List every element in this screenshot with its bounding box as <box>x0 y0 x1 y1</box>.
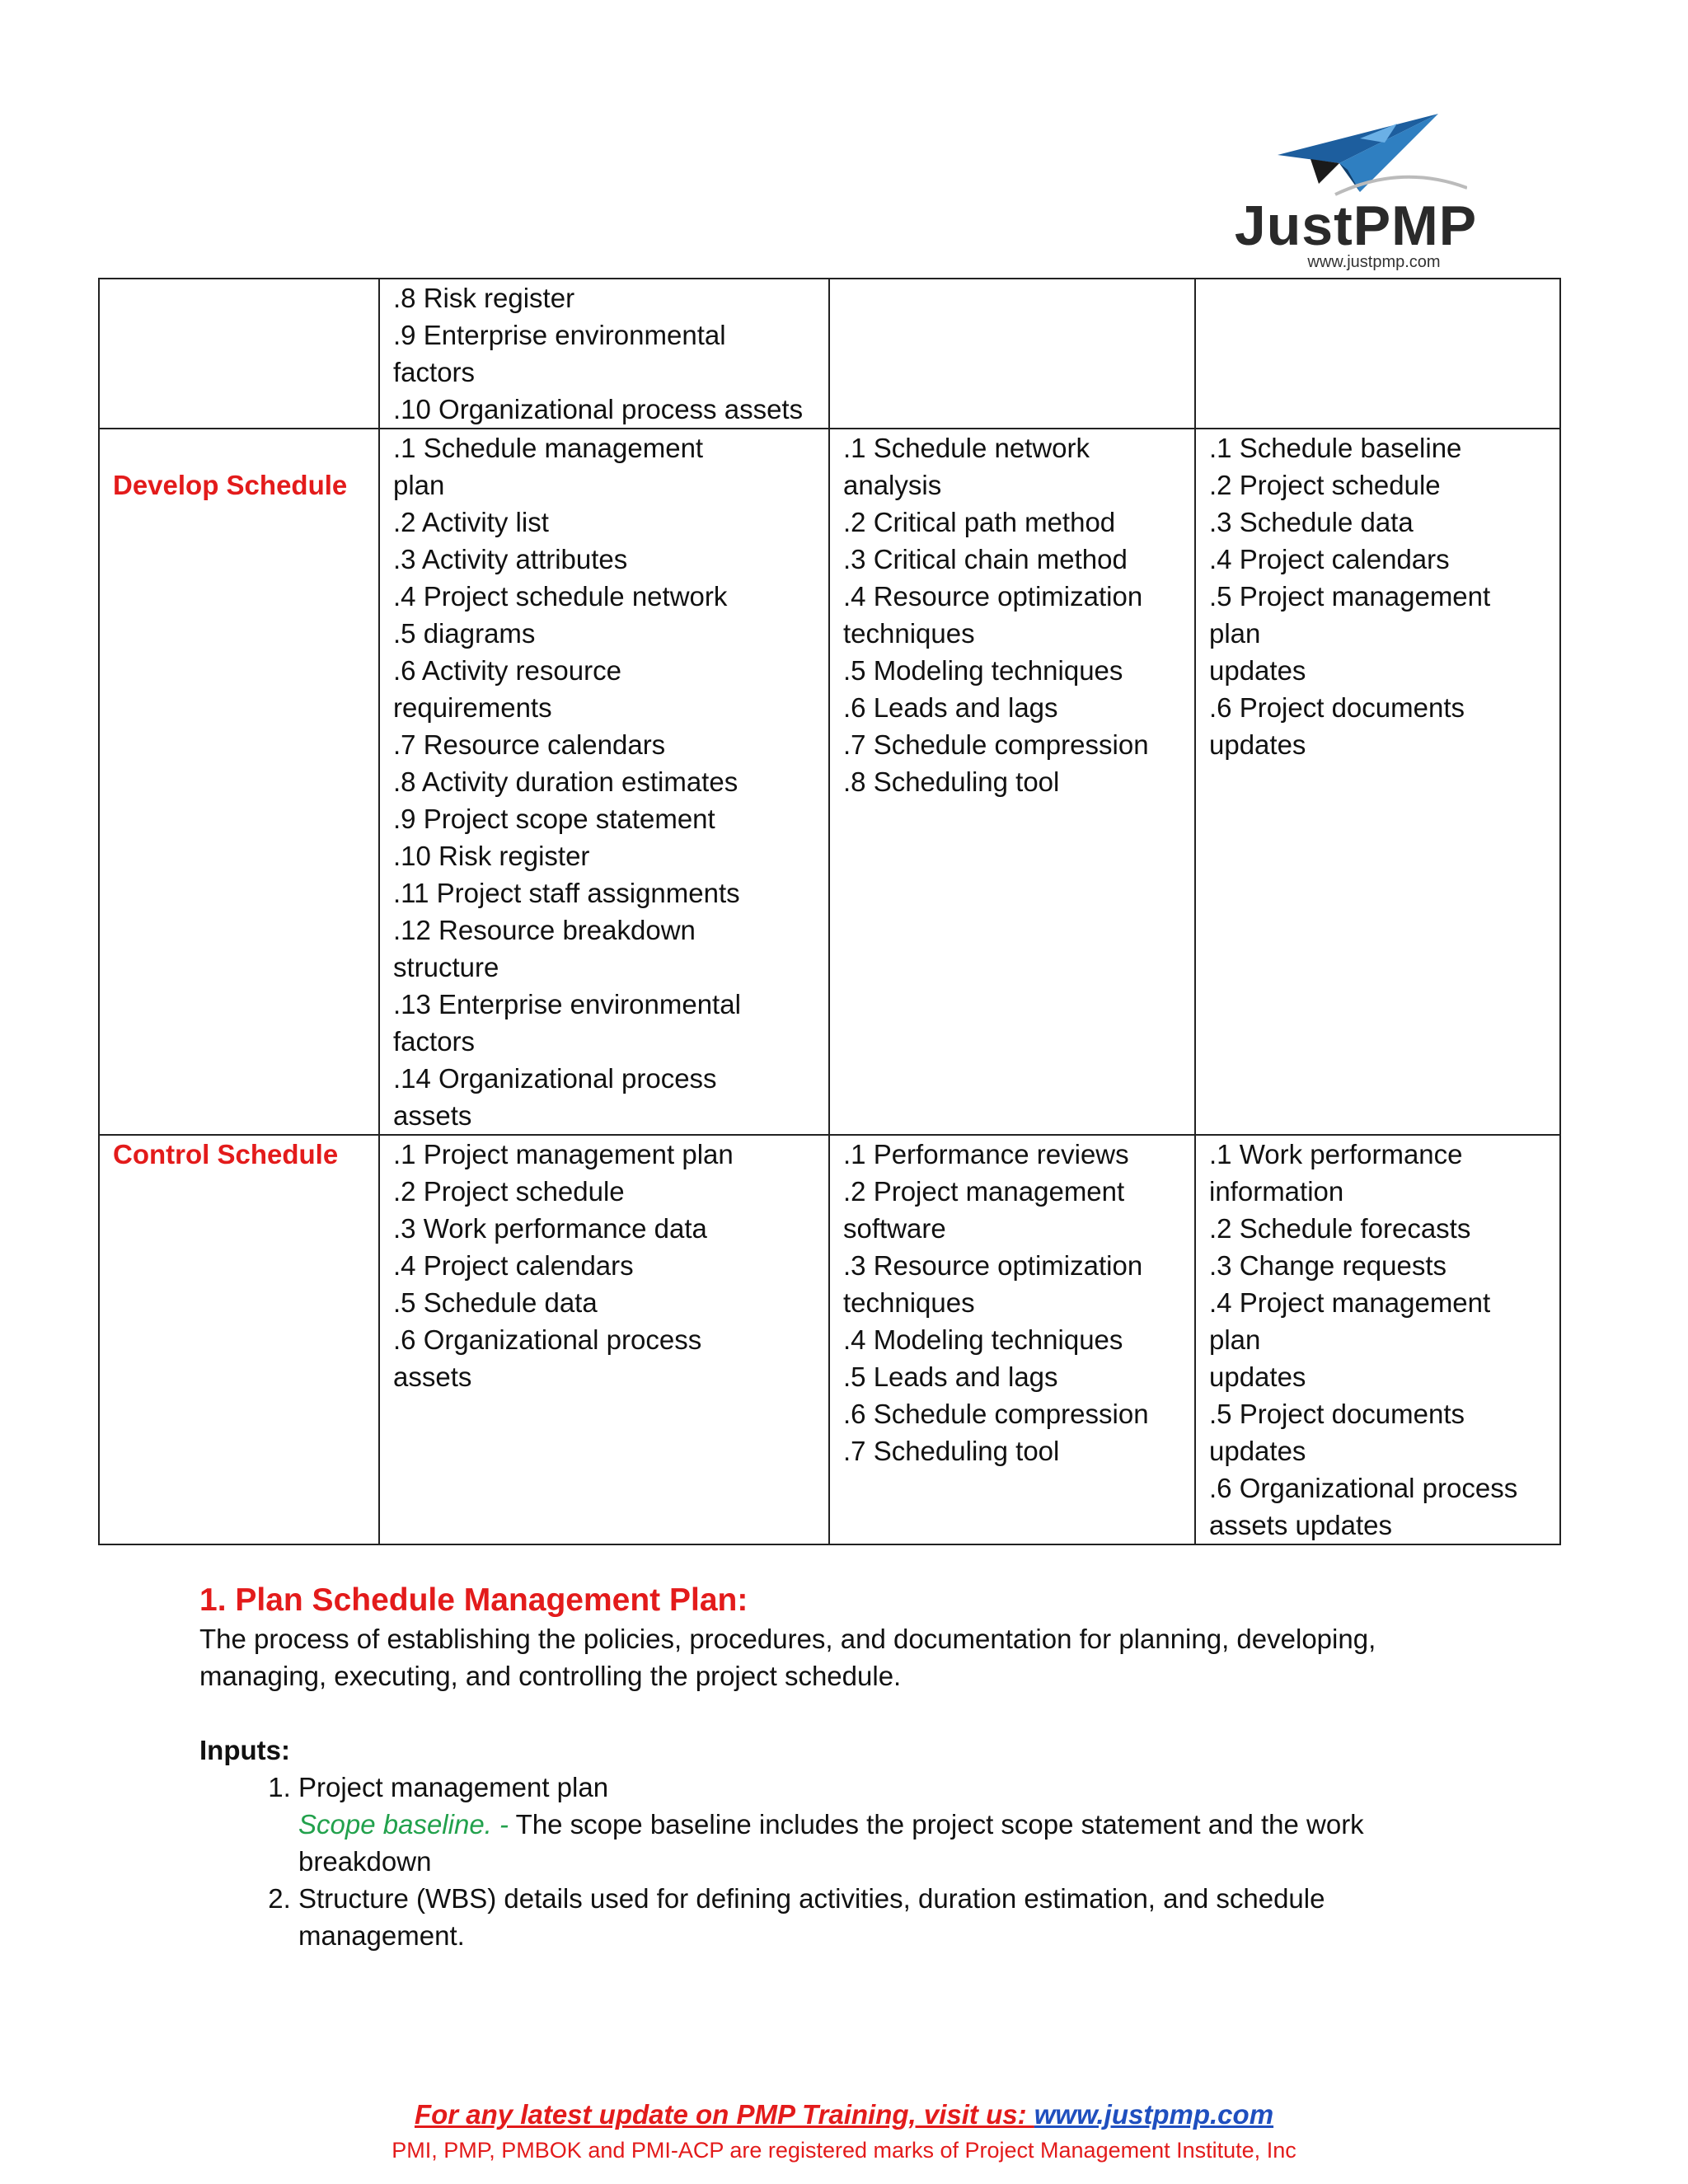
cell-line: .8 Risk register <box>393 283 575 313</box>
cell-line: .7 Scheduling tool <box>843 1436 1060 1466</box>
tools-cell <box>829 279 1195 429</box>
cell-line: .2 Project schedule <box>1209 470 1441 500</box>
cell-line: .14 Organizational process <box>393 1063 717 1094</box>
cell-line: structure <box>393 952 499 982</box>
cell-line: .3 Critical chain method <box>843 544 1128 574</box>
cell-line: .2 Project schedule <box>393 1176 625 1207</box>
cell-line: .4 Resource optimization <box>843 581 1143 612</box>
cell-line: .4 Project calendars <box>393 1250 634 1281</box>
cell-line: updates <box>1209 655 1306 686</box>
cell-line: .1 Schedule baseline <box>1209 433 1462 463</box>
cell-line: .2 Project management <box>843 1176 1125 1207</box>
cell-line: information <box>1209 1176 1344 1207</box>
cell-line: techniques <box>843 1287 975 1318</box>
plan-schedule-section <box>199 1581 1485 1954</box>
cell-line: plan <box>393 470 445 500</box>
cell-line: .6 Project documents <box>1209 692 1465 723</box>
cell-line: requirements <box>393 692 552 723</box>
cell-line: .2 Critical path method <box>843 507 1116 537</box>
cell-line: .5 Leads and lags <box>843 1361 1058 1392</box>
cell-line: .1 Work performance <box>1209 1139 1463 1169</box>
process-cell <box>99 279 379 429</box>
cell-line: updates <box>1209 1361 1306 1392</box>
cell-line: .9 Project scope statement <box>393 804 715 834</box>
process-cell <box>99 1135 379 1544</box>
cell-line: .5 Modeling techniques <box>843 655 1123 686</box>
inputs-cell <box>379 1135 829 1544</box>
cell-line: .4 Project calendars <box>1209 544 1450 574</box>
cell-line: .10 Risk register <box>393 841 590 871</box>
cell-line: .1 Schedule management <box>393 433 704 463</box>
process-name: Develop Schedule <box>113 470 348 500</box>
cell-line: plan <box>1209 618 1261 649</box>
logo-url: www.justpmp.com <box>1307 253 1441 271</box>
cell-line: .3 Work performance data <box>393 1213 707 1244</box>
cell-line: analysis <box>843 470 942 500</box>
cell-line: .6 Organizational process <box>393 1324 702 1355</box>
process-table-body <box>99 279 1560 1544</box>
tools-cell <box>829 1135 1195 1544</box>
inputs-cell <box>379 429 829 1135</box>
cell-line: .3 Activity attributes <box>393 544 628 574</box>
input-item-text: management. <box>298 1920 465 1951</box>
outputs-cell <box>1195 429 1560 1135</box>
cell-line: .4 Project schedule network <box>393 581 728 612</box>
outputs-cell <box>1195 1135 1560 1544</box>
cell-line: .6 Organizational process <box>1209 1473 1518 1503</box>
cell-line: .4 Project management <box>1209 1287 1491 1318</box>
cell-line: .5 Schedule data <box>393 1287 598 1318</box>
input-item <box>298 1769 1485 1880</box>
cell-line: .2 Activity list <box>393 507 549 537</box>
input-item-text: The scope baseline includes the project scope statement and the work <box>509 1809 1364 1840</box>
description-line: managing, executing, and controlling the project schedule. <box>199 1661 902 1691</box>
inputs-list <box>199 1769 1485 1954</box>
input-item <box>298 1880 1485 1954</box>
cell-line: .11 Project staff assignments <box>393 878 740 908</box>
description-line: The process of establishing the policies, procedures, and documentation for planning, developing, <box>199 1624 1376 1654</box>
cell-line: .5 Project management <box>1209 581 1491 612</box>
cell-line: .6 Schedule compression <box>843 1399 1149 1429</box>
input-item-detail <box>298 1806 1485 1843</box>
input-item-text: 2. Structure (WBS) details used for defining activities, duration estimation, and schedule <box>298 1883 1325 1914</box>
cell-line: techniques <box>843 618 975 649</box>
cell-line: .1 Performance reviews <box>843 1139 1129 1169</box>
paper-plane-icon <box>1261 105 1467 200</box>
cell-line: .13 Enterprise environmental <box>393 989 741 1019</box>
cell-line: factors <box>393 1026 476 1057</box>
cell-line: .8 Scheduling tool <box>843 766 1060 797</box>
section-description <box>199 1620 1485 1694</box>
cell-line: updates <box>1209 1436 1306 1466</box>
cell-line: .7 Resource calendars <box>393 729 666 760</box>
footer-link[interactable]: www.justpmp.com <box>1034 2099 1274 2130</box>
cell-line: .6 Activity resource <box>393 655 621 686</box>
inputs-cell <box>379 279 829 429</box>
cell-line: assets updates <box>1209 1510 1392 1540</box>
outputs-cell <box>1195 279 1560 429</box>
footer-legal: PMI, PMP, PMBOK and PMI-ACP are registered marks of Project Management Institute, Inc <box>392 2138 1296 2163</box>
cell-line: .8 Activity duration estimates <box>393 766 738 797</box>
cell-line: factors <box>393 357 476 387</box>
inputs-title: Inputs: <box>199 1735 290 1765</box>
cell-line: .7 Schedule compression <box>843 729 1149 760</box>
justpmp-logo <box>1232 105 1479 279</box>
footer-promo <box>0 2099 1688 2130</box>
cell-line: updates <box>1209 729 1306 760</box>
cell-line: .3 Resource optimization <box>843 1250 1143 1281</box>
cell-line: .10 Organizational process assets <box>393 394 804 424</box>
tools-cell <box>829 429 1195 1135</box>
section-heading: 1. Plan Schedule Management Plan: <box>199 1582 748 1618</box>
cell-line: assets <box>393 1100 472 1131</box>
scope-baseline-label: Scope baseline. - <box>298 1809 509 1840</box>
cell-line: .3 Schedule data <box>1209 507 1414 537</box>
cell-line: .5 Project documents <box>1209 1399 1465 1429</box>
cell-line: assets <box>393 1361 472 1392</box>
table-row <box>99 429 1560 1135</box>
table-row <box>99 1135 1560 1544</box>
input-item-text: breakdown <box>298 1846 432 1877</box>
footer-promo-text: For any latest update on PMP Training, visit us: <box>414 2099 1034 2130</box>
cell-line: .5 diagrams <box>393 618 536 649</box>
table-row <box>99 279 1560 429</box>
process-name: Control Schedule <box>113 1139 339 1169</box>
cell-line: .2 Schedule forecasts <box>1209 1213 1471 1244</box>
input-item-title: 1. Project management plan <box>298 1772 609 1802</box>
cell-line: .1 Schedule network <box>843 433 1090 463</box>
cell-line: .12 Resource breakdown <box>393 915 696 945</box>
cell-line: .1 Project management plan <box>393 1139 734 1169</box>
cell-line: .3 Change requests <box>1209 1250 1447 1281</box>
cell-line: .9 Enterprise environmental <box>393 320 726 350</box>
cell-line: .6 Leads and lags <box>843 692 1058 723</box>
cell-line: plan <box>1209 1324 1261 1355</box>
process-cell <box>99 429 379 1135</box>
cell-line: .4 Modeling techniques <box>843 1324 1123 1355</box>
process-table <box>98 278 1561 1545</box>
logo-brand-text: JustPMP <box>1234 194 1478 257</box>
cell-line: software <box>843 1213 946 1244</box>
